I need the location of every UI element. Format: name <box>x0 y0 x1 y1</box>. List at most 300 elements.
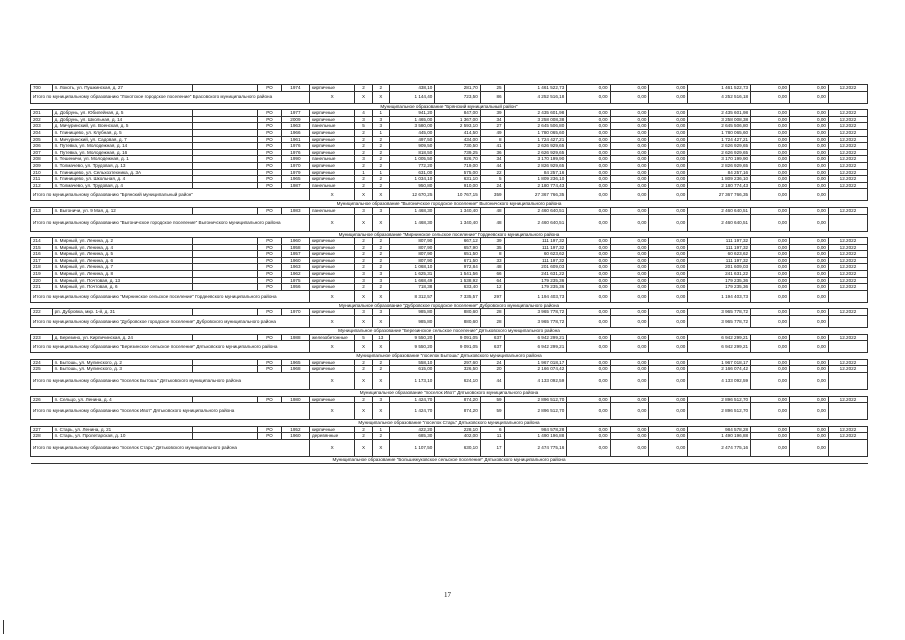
table-cell: 111 197,32 <box>504 238 567 245</box>
table-cell: 0,00 <box>649 91 688 103</box>
table-cell <box>193 123 258 130</box>
table-cell: 0,00 <box>610 244 649 251</box>
address-cell: п. Локоть, ул. Пушкинская, д. 27 <box>52 85 193 92</box>
table-cell: 1970 <box>281 309 309 316</box>
table-cell <box>828 189 867 201</box>
table-cell: 0,00 <box>567 284 610 291</box>
table-cell: X <box>372 316 389 328</box>
table-cell: 1974 <box>281 85 309 92</box>
table-cell: 2 626 929,65 <box>688 143 751 150</box>
table-cell: 281,70 <box>435 85 480 92</box>
row-number: 209 <box>31 162 53 169</box>
table-cell: X <box>372 341 389 353</box>
table-cell: 0,00 <box>567 309 610 316</box>
table-cell: 671,50 <box>435 257 480 264</box>
table-cell: 0,00 <box>567 396 610 403</box>
row-number: 215 <box>31 244 53 251</box>
table-cell: 2 <box>355 366 372 373</box>
table-row <box>31 271 868 278</box>
table-cell: 1979 <box>281 169 309 176</box>
table-cell: 111 197,32 <box>504 257 567 264</box>
table-cell: 0,00 <box>751 316 790 328</box>
table-cell: 35 <box>480 244 504 251</box>
table-cell: 0,00 <box>610 129 649 136</box>
table-cell: 0,00 <box>567 426 610 433</box>
table-cell: 2 460 640,51 <box>504 207 567 214</box>
table-cell: 5 <box>480 176 504 183</box>
table-cell: 179 235,36 <box>504 277 567 284</box>
table-cell: 0,00 <box>649 426 688 433</box>
table-cell: 1956 <box>281 284 309 291</box>
table-cell: 2 826 929,65 <box>688 162 751 169</box>
table-cell: 0,00 <box>790 116 829 123</box>
table-row <box>31 116 868 123</box>
table-row <box>31 359 868 366</box>
table-cell: 0,00 <box>567 143 610 150</box>
table-cell: 2 <box>372 162 389 169</box>
table-cell: 0,00 <box>567 149 610 156</box>
table-cell: 0,00 <box>751 366 790 373</box>
table-cell: 0,00 <box>751 123 790 130</box>
table-cell: 0,00 <box>649 238 688 245</box>
table-cell <box>193 129 258 136</box>
table-cell: 880,60 <box>435 309 480 316</box>
table-cell: 17 <box>480 439 504 456</box>
table-cell: 1 780 065,60 <box>688 129 751 136</box>
table-cell: 12.2022 <box>828 244 867 251</box>
table-cell: РО <box>258 309 282 316</box>
table-cell: 1 967 018,17 <box>504 359 567 366</box>
table-row <box>31 334 868 341</box>
table-cell: 0,00 <box>751 91 790 103</box>
table-cell: 0,00 <box>567 169 610 176</box>
table-cell: 0,00 <box>610 271 649 278</box>
table-cell: 1968 <box>281 366 309 373</box>
table-cell: 0,00 <box>751 334 790 341</box>
table-cell: 0,00 <box>567 341 610 353</box>
table-cell: 1 625,31 <box>389 271 434 278</box>
table-cell: 2 460 640,51 <box>688 207 751 214</box>
table-cell: 558,10 <box>389 359 434 366</box>
subtotal-row <box>31 316 868 328</box>
table-cell: 984 578,28 <box>504 426 567 433</box>
section-header-row <box>31 302 868 309</box>
table-cell: 2 <box>372 257 389 264</box>
table-cell: кирпичные <box>309 284 354 291</box>
row-number: 227 <box>31 426 53 433</box>
subtotal-label: Итого по муниципальному образованию "Локотское городское поселение" Брасовского муниципального района <box>31 91 310 103</box>
table-cell: РО <box>258 251 282 258</box>
table-cell: 179 235,36 <box>504 284 567 291</box>
section-title: Муниципальное образование "Мирнинское сельское поселение" Гордеевского муниципального района <box>31 231 868 238</box>
table-cell: 3 580,00 <box>389 123 434 130</box>
table-cell: 1 424,70 <box>389 403 434 420</box>
table-cell: 0,00 <box>790 334 829 341</box>
table-cell: 3 <box>355 207 372 214</box>
table-cell <box>193 366 258 373</box>
subtotal-label: Итого по муниципальному образованию "Брянский муниципальный район" <box>31 189 310 201</box>
table-cell: 12.2022 <box>828 85 867 92</box>
table-cell: 2 <box>355 129 372 136</box>
table-cell: 1966 <box>281 129 309 136</box>
row-number: 219 <box>31 271 53 278</box>
table-cell: 0,00 <box>751 426 790 433</box>
table-cell: 0,00 <box>751 169 790 176</box>
table-cell: кирпичные <box>309 251 354 258</box>
table-cell: 1 668,49 <box>389 277 434 284</box>
table-cell: 12.2022 <box>828 110 867 117</box>
table-row <box>31 433 868 440</box>
table-cell: 12.2022 <box>828 129 867 136</box>
table-cell: 12.2022 <box>828 116 867 123</box>
section-title: Муниципальное образование "Большежуковское сельское поселение" Дятьковского муниципального района <box>31 456 868 463</box>
table-cell <box>193 176 258 183</box>
table-row <box>31 309 868 316</box>
table-cell: 0,00 <box>649 359 688 366</box>
table-cell: кирпичные <box>309 136 354 143</box>
table-cell: 0,00 <box>567 176 610 183</box>
table-cell: 2 <box>355 176 372 183</box>
table-cell: 0,00 <box>790 110 829 117</box>
table-cell: железобетонные <box>309 334 354 341</box>
table-cell: 950,80 <box>389 182 434 189</box>
table-cell: 1965 <box>281 176 309 183</box>
table-row <box>31 110 868 117</box>
table-cell: 719,00 <box>435 162 480 169</box>
table-cell: X <box>355 214 372 231</box>
table-cell: 0,00 <box>790 271 829 278</box>
table-cell: 3 <box>355 156 372 163</box>
table-cell: 637 <box>480 341 504 353</box>
table-cell: 59 <box>480 396 504 403</box>
table-cell: 739,25 <box>435 149 480 156</box>
section-header-row <box>31 103 868 110</box>
table-cell: 1 <box>372 129 389 136</box>
table-cell: 3 965 778,72 <box>688 316 751 328</box>
table-cell: 0,00 <box>751 143 790 150</box>
table-cell: РО <box>258 257 282 264</box>
row-number: 206 <box>31 143 53 150</box>
address-cell: д. Добрунь, ул. Юбилейная, д. 5 <box>52 110 193 117</box>
address-cell: п. Толмачево, ул. Трудовая, д. 13 <box>52 162 193 169</box>
table-cell: 0,00 <box>751 116 790 123</box>
table-cell: 2 <box>372 284 389 291</box>
section-header-row <box>31 231 868 238</box>
table-cell <box>193 244 258 251</box>
table-cell: 359 <box>480 189 504 201</box>
table-cell: 0,00 <box>751 214 790 231</box>
table-cell: 0,00 <box>790 162 829 169</box>
table-cell: панельные <box>309 156 354 163</box>
table-cell: 12.2022 <box>828 238 867 245</box>
table-cell: 0,00 <box>567 264 610 271</box>
address-cell: п. Глинищево, ул. Школьная, д. 4 <box>52 176 193 183</box>
table-cell: 27 <box>480 123 504 130</box>
table-cell: 1963 <box>281 123 309 130</box>
table-cell: 3 258 008,38 <box>688 116 751 123</box>
table-cell: 1 724 427,21 <box>504 136 567 143</box>
table-cell: 12.2022 <box>828 426 867 433</box>
table-cell: РО <box>258 85 282 92</box>
table-cell: 0,00 <box>649 271 688 278</box>
table-cell: 2 <box>372 251 389 258</box>
table-cell: 985,80 <box>389 309 434 316</box>
table-cell: 3 170 199,90 <box>504 156 567 163</box>
table-cell: 2 826 929,65 <box>504 162 567 169</box>
table-cell <box>193 149 258 156</box>
table-cell: 8 <box>480 251 504 258</box>
table-cell: РО <box>258 271 282 278</box>
table-cell: 1 967 018,17 <box>688 359 751 366</box>
table-cell: 0,00 <box>649 244 688 251</box>
table-cell: 297,60 <box>435 359 480 366</box>
table-cell: 0,00 <box>751 439 790 456</box>
table-cell: X <box>372 290 389 302</box>
table-cell: 0,00 <box>649 123 688 130</box>
table-cell: 807,90 <box>389 244 434 251</box>
row-number: 203 <box>31 123 53 130</box>
address-cell: п. Бытошь, ул. Мулинского, д. 3 <box>52 366 193 373</box>
subtotal-row <box>31 373 868 390</box>
table-cell: X <box>355 91 372 103</box>
table-cell: 0,00 <box>649 129 688 136</box>
table-row <box>31 277 868 284</box>
table-cell: кирпичные <box>309 277 354 284</box>
table-cell: X <box>355 439 372 456</box>
table-cell: 5 <box>355 334 372 341</box>
table-cell: 1976 <box>281 149 309 156</box>
table-cell: X <box>355 316 372 328</box>
table-cell: 2 <box>372 366 389 373</box>
table-cell: 0,00 <box>751 182 790 189</box>
table-cell: 0,00 <box>790 149 829 156</box>
table-cell: кирпичные <box>309 359 354 366</box>
table-cell: 10 767,15 <box>435 189 480 201</box>
table-cell: 807,90 <box>389 251 434 258</box>
table-cell: панельные <box>309 207 354 214</box>
address-cell: д. Мичуринский, ул. Военская, д. 5 <box>52 123 193 130</box>
table-cell: 2 <box>372 85 389 92</box>
table-cell: 24 <box>480 182 504 189</box>
table-cell: 631,00 <box>389 169 434 176</box>
table-cell <box>828 214 867 231</box>
table-row <box>31 426 868 433</box>
table-cell: X <box>309 341 354 353</box>
table-cell: 33 <box>480 257 504 264</box>
table-cell: 41 <box>480 143 504 150</box>
table-cell: 1 809 236,10 <box>504 176 567 183</box>
table-cell: 12.2022 <box>828 359 867 366</box>
subtotal-label: Итого по муниципальному образованию "поселок Ивот" Дятьковского муниципального района <box>31 403 310 420</box>
table-cell: 12.2022 <box>828 334 867 341</box>
table-cell: 2 <box>355 85 372 92</box>
table-cell: 0,00 <box>649 136 688 143</box>
table-cell: 445,00 <box>389 129 434 136</box>
table-cell <box>193 359 258 366</box>
table-cell: 201 609,03 <box>504 264 567 271</box>
table-cell: РО <box>258 156 282 163</box>
table-cell: 2 <box>355 143 372 150</box>
table-cell: 2 645 506,80 <box>504 123 567 130</box>
table-cell: 1965 <box>281 359 309 366</box>
table-cell: 1975 <box>281 277 309 284</box>
table-cell: 0,00 <box>610 277 649 284</box>
table-cell: 0,00 <box>649 162 688 169</box>
subtotal-label: Итого по муниципальному образованию "Березинское сельское поселение" Дятьковского муниципального района <box>31 341 310 353</box>
section-header-row <box>31 328 868 335</box>
table-cell: 0,00 <box>751 238 790 245</box>
table-cell: 0,00 <box>610 149 649 156</box>
address-cell: п. Мирный, ул. Ленина, д. 8 <box>52 271 193 278</box>
table-cell: 12.2022 <box>828 396 867 403</box>
table-cell <box>193 271 258 278</box>
table-row <box>31 123 868 130</box>
table-cell: 0,00 <box>610 110 649 117</box>
table-cell: 0,00 <box>567 359 610 366</box>
table-cell: 2 <box>372 176 389 183</box>
table-cell: 1 <box>372 110 389 117</box>
table-cell: 615,00 <box>389 366 434 373</box>
table-cell: 0,00 <box>649 309 688 316</box>
address-cell: рп. Дубровка, мкр. 1-й, д. 31 <box>52 309 193 316</box>
table-cell: 0,00 <box>790 189 829 201</box>
table-cell: 0,00 <box>610 189 649 201</box>
table-cell: кирпичные <box>309 169 354 176</box>
table-cell: 0,00 <box>751 264 790 271</box>
table-cell: 2 <box>355 251 372 258</box>
table-cell: 0,00 <box>567 156 610 163</box>
table-cell <box>193 143 258 150</box>
section-header-row <box>31 390 868 397</box>
table-cell: кирпичные <box>309 149 354 156</box>
table-cell: 0,00 <box>610 264 649 271</box>
table-cell: кирпичные <box>309 116 354 123</box>
table-cell: 0,00 <box>649 396 688 403</box>
table-cell: 12.2022 <box>828 162 867 169</box>
address-cell: п. Выгоничи, ул. 9 Мая, д. 12 <box>52 207 193 214</box>
table-cell: 12.2022 <box>828 264 867 271</box>
table-cell: 0,00 <box>610 251 649 258</box>
table-cell: 2 593,10 <box>435 123 480 130</box>
table-cell: 0,00 <box>649 214 688 231</box>
table-cell <box>193 284 258 291</box>
table-cell <box>193 426 258 433</box>
table-cell: 0,00 <box>610 309 649 316</box>
table-cell: 0,00 <box>751 176 790 183</box>
table-cell: 12.2022 <box>828 257 867 264</box>
table-cell: 1 538,92 <box>435 277 480 284</box>
row-number: 213 <box>31 207 53 214</box>
table-cell: 0,00 <box>649 316 688 328</box>
table-cell: 0,00 <box>567 123 610 130</box>
table-cell: 0,00 <box>567 110 610 117</box>
table-cell: 0,00 <box>567 214 610 231</box>
table-cell: 2 <box>355 433 372 440</box>
table-cell: 1988 <box>281 334 309 341</box>
table-cell: 0,00 <box>567 251 610 258</box>
address-cell: д. Добрунь, ул. Школьная, д. 14 <box>52 116 193 123</box>
table-cell: 2009 <box>281 116 309 123</box>
table-cell: 1 809 236,10 <box>688 176 751 183</box>
table-cell: кирпичные <box>309 85 354 92</box>
table-cell: 1980 <box>281 396 309 403</box>
table-cell: 2 <box>372 156 389 163</box>
table-cell: 438,10 <box>389 85 434 92</box>
row-number: 216 <box>31 251 53 258</box>
table-cell: 0,00 <box>610 334 649 341</box>
table-cell: 2 <box>372 143 389 150</box>
table-cell: 1960 <box>281 257 309 264</box>
table-cell: 0,00 <box>649 176 688 183</box>
table-cell: 0,00 <box>649 439 688 456</box>
table-cell: 28 <box>480 316 504 328</box>
table-cell: 4 252 516,18 <box>688 91 751 103</box>
table-cell: 4 133 092,59 <box>504 373 567 390</box>
table-cell: 1 194 403,73 <box>504 290 567 302</box>
table-cell: 941,20 <box>389 110 434 117</box>
subtotal-label: Итого по муниципальному образованию "Мирнинское сельское поселение" Гордеевского муниципального района <box>31 290 310 302</box>
page-number: 17 <box>444 591 451 599</box>
table-cell: 1976 <box>281 143 309 150</box>
table-cell: 12.2022 <box>828 251 867 258</box>
row-number: 223 <box>31 334 53 341</box>
section-title: Муниципальное образование "поселок Старь" Дятьковского муниципального района <box>31 420 868 427</box>
table-cell: 847,00 <box>435 110 480 117</box>
table-cell: панельные <box>309 182 354 189</box>
table-cell: 0,00 <box>751 257 790 264</box>
table-cell: 637 <box>480 334 504 341</box>
table-cell: 910,00 <box>435 182 480 189</box>
table-cell: 12.2022 <box>828 169 867 176</box>
table-cell: 0,00 <box>790 359 829 366</box>
table-cell: 0,00 <box>790 290 829 302</box>
table-cell: 0,00 <box>790 366 829 373</box>
table-row <box>31 176 868 183</box>
section-title: Муниципальное образование "Дубровское городское поселение" Дубровского муниципального района <box>31 302 868 309</box>
table-cell: РО <box>258 433 282 440</box>
table-cell <box>193 257 258 264</box>
table-cell: 48 <box>480 264 504 271</box>
table-cell: 49 <box>480 129 504 136</box>
subtotal-label: Итого по муниципальному образованию "поселок Старь" Дятьковского муниципального района <box>31 439 310 456</box>
table-row <box>31 182 868 189</box>
table-cell <box>193 433 258 440</box>
table-cell: 0,00 <box>567 403 610 420</box>
table-cell: 0,00 <box>567 189 610 201</box>
table-cell: 0,00 <box>610 207 649 214</box>
table-cell: РО <box>258 143 282 150</box>
table-cell: X <box>309 373 354 390</box>
table-cell: РО <box>258 244 282 251</box>
table-cell: 730,50 <box>435 143 480 150</box>
subtotal-row <box>31 403 868 420</box>
table-cell: 0,00 <box>751 277 790 284</box>
table-cell: 984 578,28 <box>688 426 751 433</box>
table-cell: 0,00 <box>790 207 829 214</box>
table-cell: 13 <box>372 334 389 341</box>
table-cell: 4 <box>355 110 372 117</box>
table-cell: X <box>355 403 372 420</box>
table-cell: РО <box>258 129 282 136</box>
address-cell: п. Мирный, ул. Ленина, д. 5 <box>52 251 193 258</box>
table-cell: 0,00 <box>751 244 790 251</box>
table-cell: 3 <box>355 309 372 316</box>
table-cell: 27 367 766,35 <box>688 189 751 201</box>
table-cell: 497,50 <box>389 136 434 143</box>
table-row <box>31 396 868 403</box>
table-cell: 0,00 <box>751 433 790 440</box>
table-cell: 575,00 <box>435 169 480 176</box>
